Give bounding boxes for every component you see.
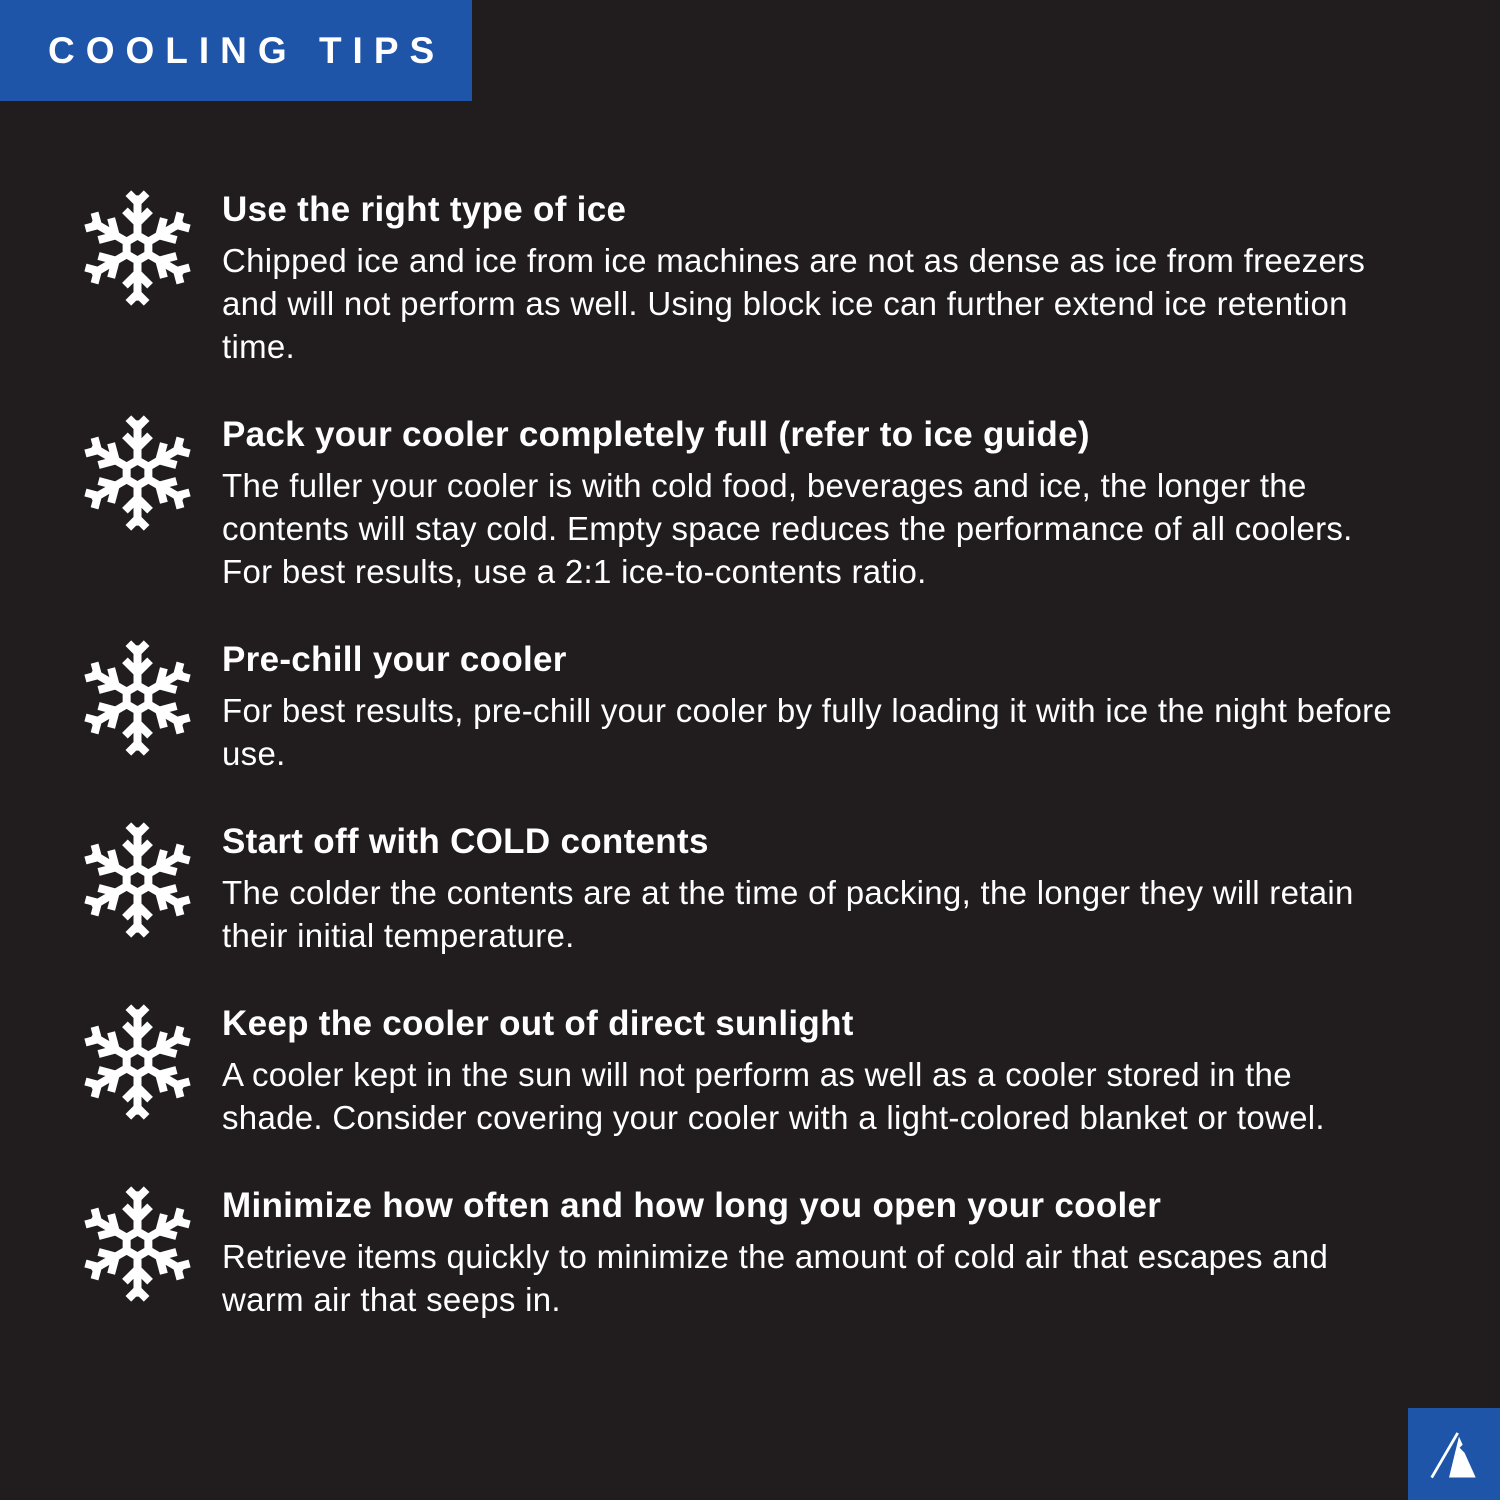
tip-text bbox=[222, 188, 1397, 368]
tip-body: The fuller your cooler is with cold food, beverages and ice, the longer the contents will stay cold. Empty space reduces the performance of all coolers. For best results, use a 2:1 ice-to-contents ratio. bbox=[222, 467, 1353, 590]
tips-list bbox=[80, 188, 1440, 1321]
tip-text bbox=[222, 1184, 1397, 1321]
tip-text bbox=[222, 820, 1397, 957]
tip-heading: Pack your cooler completely full (refer to ice guide) bbox=[222, 415, 1090, 454]
tip-text bbox=[222, 413, 1397, 593]
snowflake-icon bbox=[80, 634, 198, 762]
tip-item bbox=[80, 638, 1440, 775]
tip-item bbox=[80, 188, 1440, 368]
tip-text bbox=[222, 1002, 1397, 1139]
tip-heading: Keep the cooler out of direct sunlight bbox=[222, 1004, 854, 1043]
header-badge bbox=[0, 0, 472, 101]
brand-badge bbox=[1408, 1408, 1500, 1500]
tip-text bbox=[222, 638, 1397, 775]
tip-body: Retrieve items quickly to minimize the amount of cold air that escapes and warm air that seeps in. bbox=[222, 1238, 1329, 1318]
tip-body: The colder the contents are at the time of packing, the longer they will retain their initial temperature. bbox=[222, 874, 1354, 954]
tip-item bbox=[80, 1002, 1440, 1139]
tip-item bbox=[80, 1184, 1440, 1321]
tip-heading: Pre-chill your cooler bbox=[222, 640, 567, 679]
mountain-logo bbox=[1423, 1423, 1485, 1485]
tip-heading: Use the right type of ice bbox=[222, 190, 627, 229]
snowflake-icon bbox=[80, 998, 198, 1126]
tip-body: Chipped ice and ice from ice machines are not as dense as ice from freezers and will not perform as well. Using block ice can further extend ice retention time. bbox=[222, 242, 1366, 365]
tip-body: A cooler kept in the sun will not perform as well as a cooler stored in the shade. Consider covering your cooler with a light-colored blanket or towel. bbox=[222, 1056, 1325, 1136]
tip-item bbox=[80, 413, 1440, 593]
page-title: COOLING TIPS bbox=[48, 29, 446, 71]
tip-heading: Start off with COLD contents bbox=[222, 822, 709, 861]
snowflake-icon bbox=[80, 184, 198, 312]
snowflake-icon bbox=[80, 1180, 198, 1308]
snowflake-icon bbox=[80, 816, 198, 944]
tip-heading: Minimize how often and how long you open your cooler bbox=[222, 1186, 1162, 1225]
tip-item bbox=[80, 820, 1440, 957]
tip-body: For best results, pre-chill your cooler by fully loading it with ice the night before use. bbox=[222, 692, 1393, 772]
snowflake-icon bbox=[80, 409, 198, 537]
